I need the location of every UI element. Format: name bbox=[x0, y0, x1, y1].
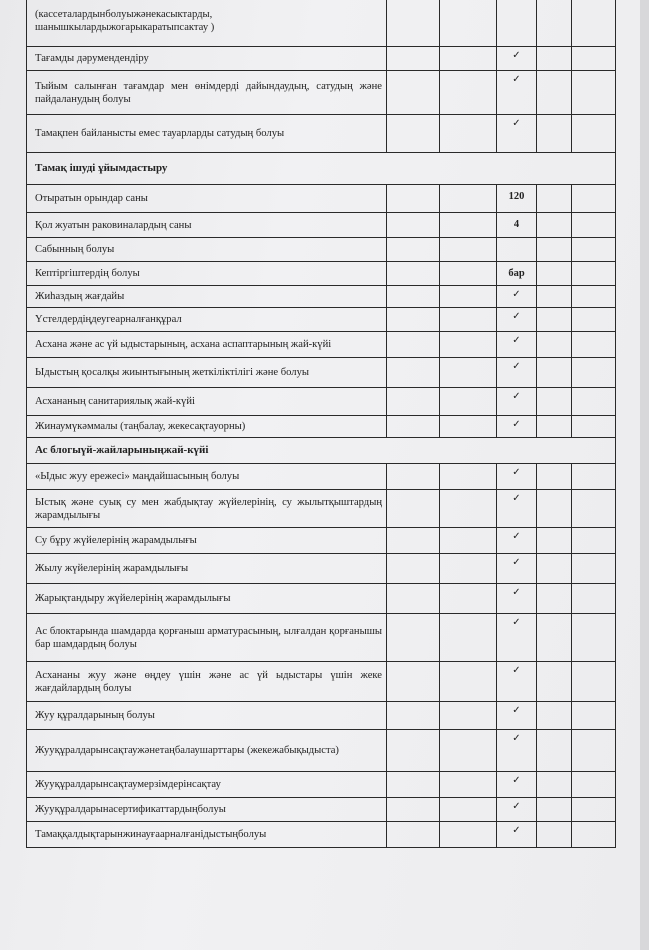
empty-cell bbox=[537, 730, 572, 772]
empty-cell bbox=[387, 528, 440, 554]
empty-cell bbox=[537, 584, 572, 614]
checkmark-icon: ✓ bbox=[512, 733, 521, 744]
empty-cell bbox=[440, 358, 497, 388]
result-cell bbox=[497, 584, 537, 614]
empty-cell bbox=[387, 416, 440, 438]
empty-cell bbox=[440, 822, 497, 848]
empty-cell bbox=[537, 702, 572, 730]
empty-cell bbox=[572, 47, 616, 71]
empty-cell bbox=[440, 416, 497, 438]
criterion-label: Тамақпен байланысты емес тауарларды сатудың болуы bbox=[27, 115, 387, 153]
empty-cell bbox=[537, 416, 572, 438]
table-row bbox=[27, 662, 616, 702]
checkmark-icon: ✓ bbox=[512, 825, 521, 836]
empty-cell bbox=[572, 286, 616, 308]
result-cell bbox=[497, 822, 537, 848]
empty-cell bbox=[387, 822, 440, 848]
criterion-label: Үстелдердіңдеугеарналғанқұрал bbox=[27, 308, 387, 332]
table-row bbox=[27, 71, 616, 115]
empty-cell bbox=[572, 528, 616, 554]
empty-cell bbox=[440, 213, 497, 238]
table-row bbox=[27, 213, 616, 238]
empty-cell bbox=[387, 662, 440, 702]
checkmark-icon: ✓ bbox=[512, 775, 521, 786]
empty-cell bbox=[537, 286, 572, 308]
result-cell bbox=[497, 662, 537, 702]
section-heading: Тамақ ішуді ұйымдастыру bbox=[27, 153, 616, 185]
empty-cell bbox=[537, 772, 572, 798]
empty-cell bbox=[440, 798, 497, 822]
table-row bbox=[27, 798, 616, 822]
criterion-label: Тыйым салынған тағамдар мен өнімдерді дайындаудың, сатудың және пайдаланудың болуы bbox=[27, 71, 387, 115]
result-cell bbox=[497, 47, 537, 71]
table-row bbox=[27, 416, 616, 438]
empty-cell bbox=[440, 0, 497, 47]
result-cell bbox=[497, 730, 537, 772]
checkmark-icon: ✓ bbox=[512, 705, 521, 716]
empty-cell bbox=[387, 213, 440, 238]
empty-cell bbox=[537, 238, 572, 262]
section-heading: Ас блогыүй-жайларыныңжай-күйі bbox=[27, 438, 616, 464]
empty-cell bbox=[440, 528, 497, 554]
table-row bbox=[27, 185, 616, 213]
empty-cell bbox=[572, 584, 616, 614]
table-row bbox=[27, 0, 616, 47]
empty-cell bbox=[387, 238, 440, 262]
empty-cell bbox=[440, 730, 497, 772]
result-cell bbox=[497, 286, 537, 308]
empty-cell bbox=[537, 554, 572, 584]
result-cell bbox=[497, 554, 537, 584]
empty-cell bbox=[387, 464, 440, 490]
criterion-label: Ыстық және суық су мен жабдықтау жүйелерінің, су жылытқыштардың жарамдылығы bbox=[27, 490, 387, 528]
table-row bbox=[27, 528, 616, 554]
criterion-label: «Ыдыс жуу ережесі» маңдайшасының болуы bbox=[27, 464, 387, 490]
table-row bbox=[27, 584, 616, 614]
empty-cell bbox=[537, 798, 572, 822]
empty-cell bbox=[572, 662, 616, 702]
empty-cell bbox=[572, 115, 616, 153]
table-row bbox=[27, 822, 616, 848]
criterion-label: Жарықтандыру жүйелерінің жарамдылығы bbox=[27, 584, 387, 614]
empty-cell bbox=[440, 662, 497, 702]
empty-cell bbox=[440, 772, 497, 798]
criterion-label: Жууқұралдарынсақтаумерзімдерінсақтау bbox=[27, 772, 387, 798]
empty-cell bbox=[387, 388, 440, 416]
checkmark-icon: ✓ bbox=[512, 617, 521, 628]
criterion-label: Отыратын орындар саны bbox=[27, 185, 387, 213]
empty-cell bbox=[387, 554, 440, 584]
checkmark-icon: ✓ bbox=[512, 493, 521, 504]
empty-cell bbox=[537, 822, 572, 848]
result-value: 120 bbox=[508, 191, 525, 202]
empty-cell bbox=[537, 308, 572, 332]
empty-cell bbox=[537, 185, 572, 213]
empty-cell bbox=[387, 308, 440, 332]
table-row bbox=[27, 358, 616, 388]
checkmark-icon: ✓ bbox=[512, 557, 521, 568]
result-value: бар bbox=[508, 268, 525, 279]
checkmark-icon: ✓ bbox=[512, 311, 521, 322]
empty-cell bbox=[572, 798, 616, 822]
empty-cell bbox=[537, 662, 572, 702]
result-cell bbox=[497, 490, 537, 528]
table-row bbox=[27, 772, 616, 798]
criterion-label: Асхананы жуу және өңдеу үшін және ас үй ыдыстары үшін жеке жағдайлардың болуы bbox=[27, 662, 387, 702]
checkmark-icon: ✓ bbox=[512, 118, 521, 129]
result-cell bbox=[497, 71, 537, 115]
checkmark-icon: ✓ bbox=[512, 289, 521, 300]
table-row bbox=[27, 332, 616, 358]
checkmark-icon: ✓ bbox=[512, 50, 521, 61]
empty-cell bbox=[572, 238, 616, 262]
empty-cell bbox=[537, 262, 572, 286]
criterion-label: Су бұру жүйелерінің жарамдылығы bbox=[27, 528, 387, 554]
empty-cell bbox=[440, 388, 497, 416]
table-row bbox=[27, 554, 616, 584]
result-cell bbox=[497, 115, 537, 153]
empty-cell bbox=[537, 528, 572, 554]
result-value: 4 bbox=[513, 219, 520, 230]
empty-cell bbox=[537, 358, 572, 388]
table-row bbox=[27, 262, 616, 286]
section-row bbox=[27, 153, 616, 185]
empty-cell bbox=[572, 71, 616, 115]
checkmark-icon: ✓ bbox=[512, 801, 521, 812]
table-row bbox=[27, 464, 616, 490]
result-cell bbox=[497, 416, 537, 438]
empty-cell bbox=[572, 185, 616, 213]
empty-cell bbox=[440, 464, 497, 490]
checkmark-icon: ✓ bbox=[512, 335, 521, 346]
empty-cell bbox=[572, 416, 616, 438]
section-row bbox=[27, 438, 616, 464]
empty-cell bbox=[537, 71, 572, 115]
result-cell bbox=[497, 332, 537, 358]
criterion-label: Жылу жүйелерінің жарамдылығы bbox=[27, 554, 387, 584]
result-cell bbox=[497, 262, 537, 286]
result-cell bbox=[497, 388, 537, 416]
empty-cell bbox=[572, 358, 616, 388]
checkmark-icon: ✓ bbox=[512, 74, 521, 85]
checkmark-icon: ✓ bbox=[512, 467, 521, 478]
empty-cell bbox=[440, 238, 497, 262]
criterion-label: (кассеталардынболуыжәнекасыктарды, шанышкылардыжогарыкаратыпсактау ) bbox=[27, 0, 387, 47]
result-cell bbox=[497, 185, 537, 213]
empty-cell bbox=[387, 490, 440, 528]
empty-cell bbox=[537, 490, 572, 528]
empty-cell bbox=[440, 332, 497, 358]
criterion-label: Жинаумүкәммалы (таңбалау, жекесақтауорны) bbox=[27, 416, 387, 438]
result-cell bbox=[497, 308, 537, 332]
result-cell bbox=[497, 213, 537, 238]
table-row bbox=[27, 286, 616, 308]
empty-cell bbox=[572, 388, 616, 416]
criterion-label: Кептіргіштердің болуы bbox=[27, 262, 387, 286]
empty-cell bbox=[572, 0, 616, 47]
empty-cell bbox=[572, 730, 616, 772]
criterion-label: Жууқұралдарынсақтаужәнетаңбалаушарттары (жекежабықыдыста) bbox=[27, 730, 387, 772]
empty-cell bbox=[572, 822, 616, 848]
empty-cell bbox=[387, 262, 440, 286]
empty-cell bbox=[572, 772, 616, 798]
result-cell bbox=[497, 772, 537, 798]
table-row bbox=[27, 388, 616, 416]
checkmark-icon: ✓ bbox=[512, 361, 521, 372]
empty-cell bbox=[387, 614, 440, 662]
result-cell bbox=[497, 528, 537, 554]
empty-cell bbox=[537, 0, 572, 47]
empty-cell bbox=[572, 702, 616, 730]
empty-cell bbox=[387, 47, 440, 71]
criterion-label: Асхана және ас үй ыдыстарының, асхана аспаптарының жай-күйі bbox=[27, 332, 387, 358]
empty-cell bbox=[387, 332, 440, 358]
checkmark-icon: ✓ bbox=[512, 665, 521, 676]
empty-cell bbox=[440, 490, 497, 528]
criterion-label: Жууқұралдарынасертификаттардыңболуы bbox=[27, 798, 387, 822]
empty-cell bbox=[440, 185, 497, 213]
criterion-label: Сабынның болуы bbox=[27, 238, 387, 262]
empty-cell bbox=[440, 702, 497, 730]
table-row bbox=[27, 238, 616, 262]
table-row bbox=[27, 614, 616, 662]
result-cell bbox=[497, 614, 537, 662]
empty-cell bbox=[387, 702, 440, 730]
criterion-label: Жуу құралдарының болуы bbox=[27, 702, 387, 730]
empty-cell bbox=[440, 71, 497, 115]
empty-cell bbox=[440, 308, 497, 332]
result-cell bbox=[497, 798, 537, 822]
table-row bbox=[27, 47, 616, 71]
empty-cell bbox=[537, 614, 572, 662]
empty-cell bbox=[440, 115, 497, 153]
criterion-label: Ас блоктарында шамдарда қорғаныш арматурасының, ылғалдан қорғанышы бар шамдардың болуы bbox=[27, 614, 387, 662]
table-row bbox=[27, 115, 616, 153]
empty-cell bbox=[387, 730, 440, 772]
checkmark-icon: ✓ bbox=[512, 391, 521, 402]
checkmark-icon: ✓ bbox=[512, 531, 521, 542]
empty-cell bbox=[440, 554, 497, 584]
empty-cell bbox=[572, 464, 616, 490]
empty-cell bbox=[387, 584, 440, 614]
result-cell bbox=[497, 702, 537, 730]
empty-cell bbox=[387, 798, 440, 822]
result-cell bbox=[497, 0, 537, 47]
inspection-table bbox=[26, 0, 616, 848]
inspection-table-body bbox=[27, 0, 616, 848]
empty-cell bbox=[387, 772, 440, 798]
result-cell bbox=[497, 238, 537, 262]
empty-cell bbox=[440, 614, 497, 662]
result-cell bbox=[497, 358, 537, 388]
result-cell bbox=[497, 464, 537, 490]
empty-cell bbox=[440, 47, 497, 71]
criterion-label: Жиһаздың жағдайы bbox=[27, 286, 387, 308]
table-row bbox=[27, 490, 616, 528]
empty-cell bbox=[387, 358, 440, 388]
criterion-label: Тамаққалдықтарынжинауғаарналғанідыстыңболуы bbox=[27, 822, 387, 848]
empty-cell bbox=[537, 47, 572, 71]
empty-cell bbox=[537, 464, 572, 490]
empty-cell bbox=[572, 213, 616, 238]
empty-cell bbox=[572, 262, 616, 286]
empty-cell bbox=[387, 71, 440, 115]
table-row bbox=[27, 730, 616, 772]
table-row bbox=[27, 308, 616, 332]
empty-cell bbox=[440, 584, 497, 614]
empty-cell bbox=[387, 0, 440, 47]
criterion-label: Қол жуатын раковиналардың саны bbox=[27, 213, 387, 238]
empty-cell bbox=[572, 308, 616, 332]
criterion-label: Асхананың санитариялық жай-күйі bbox=[27, 388, 387, 416]
empty-cell bbox=[440, 286, 497, 308]
table-row bbox=[27, 702, 616, 730]
empty-cell bbox=[572, 332, 616, 358]
empty-cell bbox=[572, 614, 616, 662]
empty-cell bbox=[537, 332, 572, 358]
empty-cell bbox=[537, 115, 572, 153]
empty-cell bbox=[387, 185, 440, 213]
empty-cell bbox=[572, 554, 616, 584]
empty-cell bbox=[387, 115, 440, 153]
empty-cell bbox=[387, 286, 440, 308]
empty-cell bbox=[537, 213, 572, 238]
criterion-label: Тағамды дәрумендендіру bbox=[27, 47, 387, 71]
checkmark-icon: ✓ bbox=[512, 587, 521, 598]
criterion-label: Ыдыстың қосалқы жиынтығының жеткіліктілігі және болуы bbox=[27, 358, 387, 388]
checkmark-icon: ✓ bbox=[512, 419, 521, 430]
empty-cell bbox=[572, 490, 616, 528]
empty-cell bbox=[440, 262, 497, 286]
empty-cell bbox=[537, 388, 572, 416]
